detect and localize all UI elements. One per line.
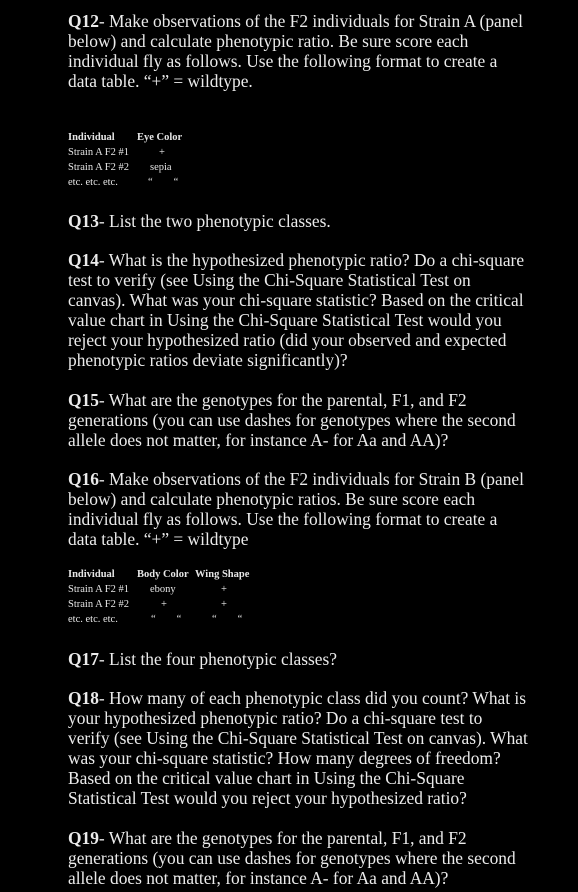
question-number: Q16 — [68, 469, 99, 489]
table-row — [68, 160, 228, 175]
question-14 — [68, 250, 528, 370]
table-header-row — [68, 130, 228, 145]
question-12 — [68, 11, 528, 91]
question-text: - What are the genotypes for the parental, F1, and F2 generations (you can use dashes for genotypes where the second allele does not matter, for instance A- for Aa and AA)? — [68, 828, 516, 888]
table-row — [68, 612, 288, 627]
question-number: Q12 — [68, 11, 99, 31]
question-number: Q14 — [68, 250, 99, 270]
question-19 — [68, 828, 528, 888]
question-text: - What is the hypothesized phenotypic ratio? Do a chi-square test to verify (see Using the Chi-Square Statistical Test on canvas). What was your chi-square statistic? Based on the critical value chart in Using the Chi-Square Statistical Test would you reject your hypothesized ratio (did your observed and expected phenotypic ratios deviate significantly)? — [68, 250, 525, 370]
column-header-individual: Individual — [68, 569, 115, 580]
cell-individual: Strain A F2 #2 — [68, 162, 129, 173]
table-header-row — [68, 567, 288, 582]
cell-eye-color: sepia — [150, 162, 172, 173]
question-number: Q15 — [68, 390, 99, 410]
table-row — [68, 175, 228, 190]
column-header-wing-shape: Wing Shape — [195, 569, 250, 580]
cell-individual: Strain A F2 #1 — [68, 584, 129, 595]
cell-individual: Strain A F2 #2 — [68, 599, 129, 610]
table-row — [68, 145, 228, 160]
cell-individual: Strain A F2 #1 — [68, 147, 129, 158]
question-number: Q13 — [68, 211, 99, 231]
question-number: Q18 — [68, 688, 99, 708]
question-text: - List the two phenotypic classes. — [98, 211, 331, 231]
table-row — [68, 597, 288, 612]
column-header-eye-color: Eye Color — [137, 132, 183, 143]
cell-body-color: “ “ — [151, 614, 182, 625]
cell-eye-color: + — [159, 147, 165, 158]
body-wing-table — [68, 567, 288, 627]
question-17 — [68, 649, 528, 669]
cell-body-color: + — [161, 599, 167, 610]
question-number: Q19 — [68, 828, 99, 848]
cell-wing-shape: “ “ — [212, 614, 243, 625]
question-number: Q17 — [68, 649, 99, 669]
table-row — [68, 582, 288, 597]
question-text: - Make observations of the F2 individuals for Strain A (panel below) and calculate phenotypic ratio. Be sure score each individual fly as follows. Use the following format to create a data table. “+” = wildtype. — [68, 11, 523, 91]
cell-eye-color: “ “ — [148, 177, 179, 188]
cell-individual: etc. etc. etc. — [68, 614, 118, 625]
cell-individual: etc. etc. etc. — [68, 177, 118, 188]
question-15 — [68, 390, 528, 450]
question-16 — [68, 469, 528, 549]
question-text: - Make observations of the F2 individuals for Strain B (panel below) and calculate phenotypic ratios. Be sure score each individual fly as follows. Use the following format to create a data table. “+” = wildtype — [68, 469, 524, 549]
column-header-individual: Individual — [68, 132, 115, 143]
question-13 — [68, 211, 528, 231]
cell-wing-shape: + — [221, 584, 227, 595]
question-text: - How many of each phenotypic class did you count? What is your hypothesized phenotypic ratio? Do a chi-square test to verify (see Using the Chi-Square Statistical Test on canvas). What was your chi-square statistic? How many degrees of freedom? Based on the critical value chart in Using the Chi-Square Statistical Test would you reject your hypothesized ratio? — [68, 688, 528, 808]
question-text: - What are the genotypes for the parental, F1, and F2 generations (you can use dashes for genotypes where the second allele does not matter, for instance A- for Aa and AA)? — [68, 390, 516, 450]
column-header-body-color: Body Color — [137, 569, 189, 580]
cell-body-color: ebony — [150, 584, 176, 595]
cell-wing-shape: + — [221, 599, 227, 610]
eye-color-table — [68, 130, 228, 190]
question-text: - List the four phenotypic classes? — [98, 649, 338, 669]
question-18 — [68, 688, 528, 808]
